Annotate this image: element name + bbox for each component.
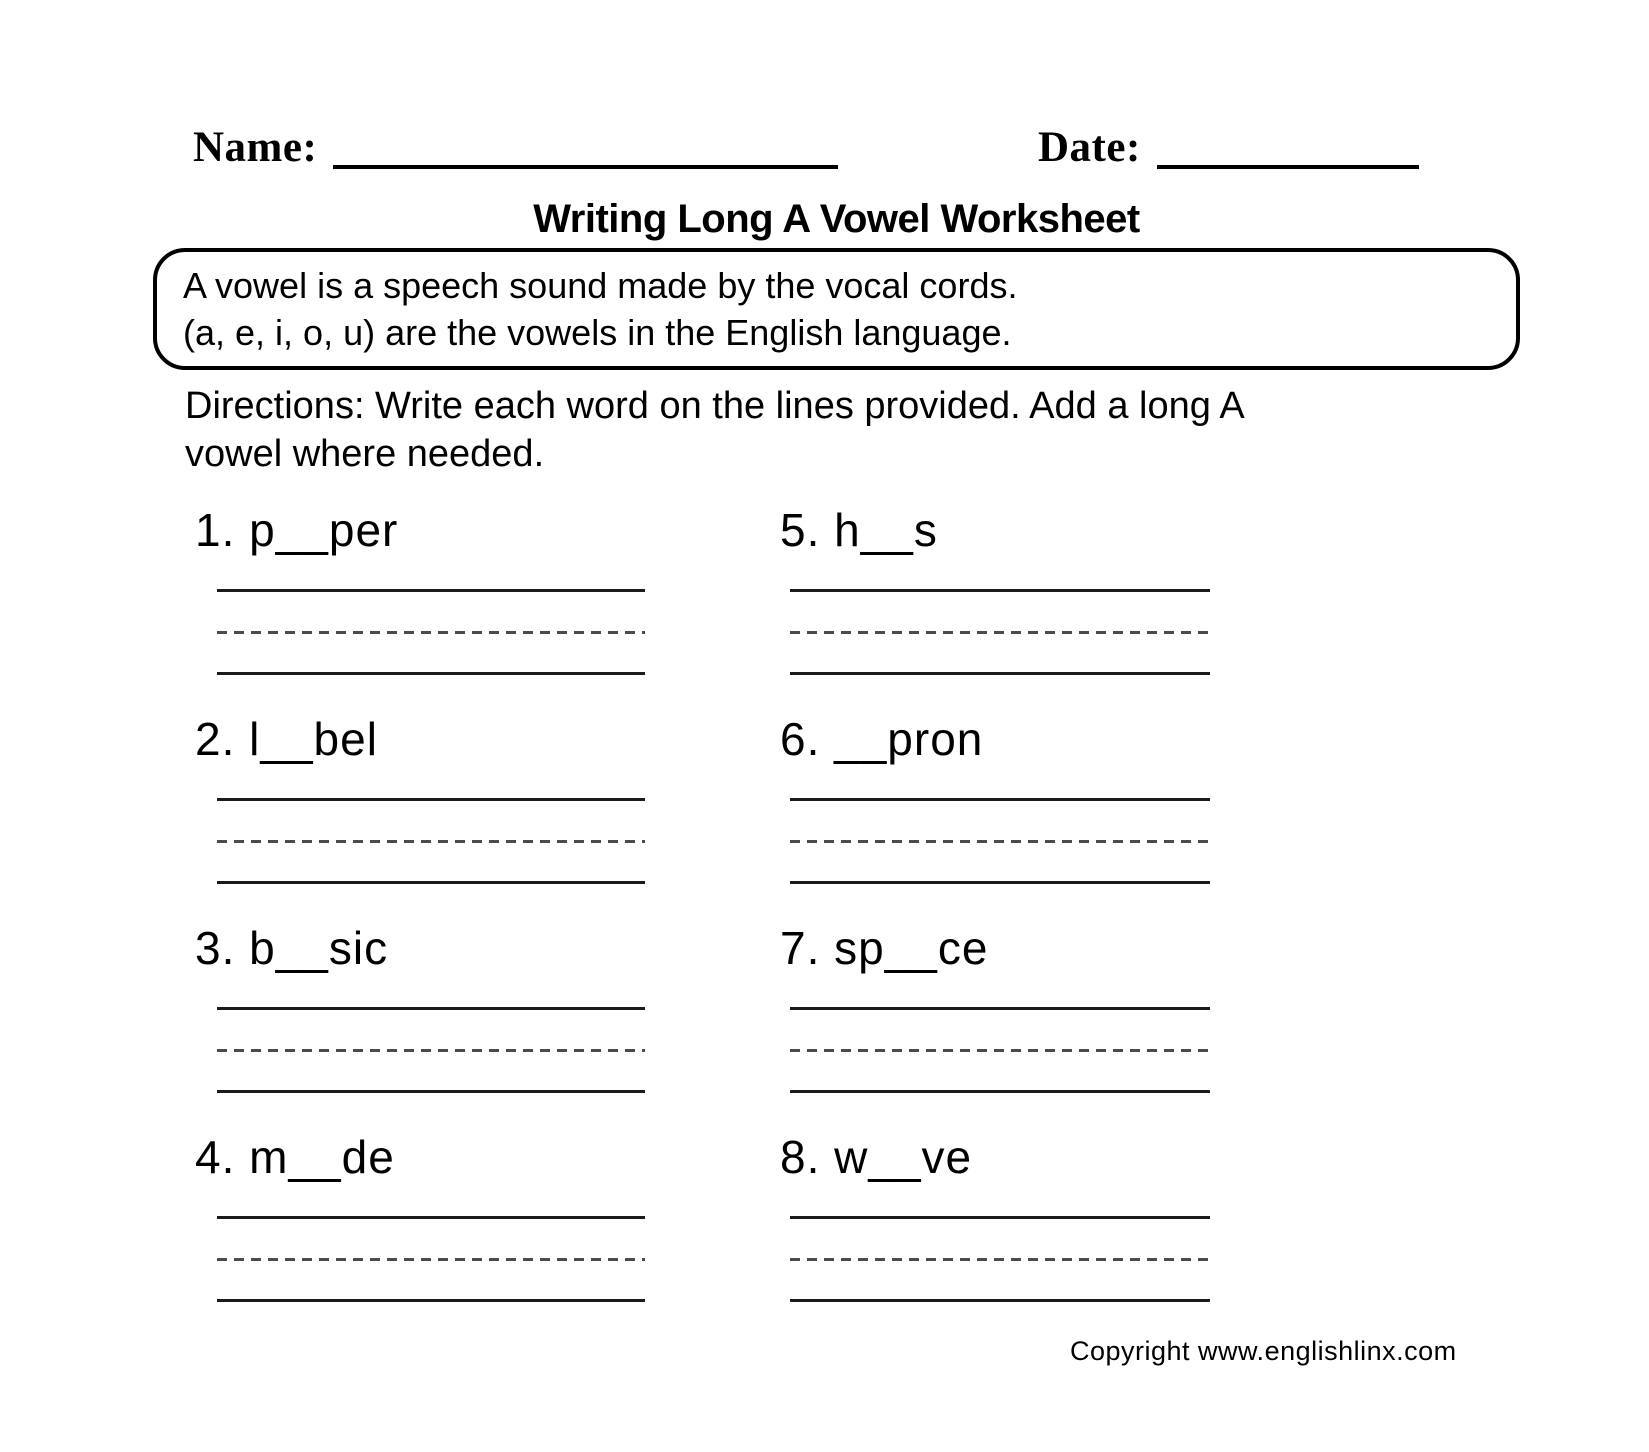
name-field-row <box>193 124 838 172</box>
item-word: 7. sp__ce <box>780 922 989 974</box>
writing-line-solid <box>790 1299 1210 1302</box>
date-label: Date: <box>1038 124 1141 171</box>
item-word: 2. l__bel <box>195 713 378 765</box>
item-word: 3. b__sic <box>195 922 389 974</box>
worksheet-item-6 <box>770 712 1250 912</box>
directions-text <box>185 382 1465 478</box>
writing-line-solid <box>217 1299 645 1302</box>
writing-line-solid <box>790 672 1210 675</box>
writing-line-solid <box>790 798 1210 801</box>
item-word: 1. p__per <box>195 504 399 556</box>
directions-line-2: vowel where needed. <box>185 433 545 475</box>
copyright-text: Copyright www.englishlinx.com <box>1070 1336 1457 1366</box>
definition-line-2: (a, e, i, o, u) are the vowels in the English language. <box>183 312 1012 353</box>
worksheet-item-5 <box>770 503 1250 703</box>
writing-line-solid <box>217 1007 645 1010</box>
worksheet-item-1 <box>185 503 665 703</box>
writing-line-solid <box>217 1216 645 1219</box>
page-title: Writing Long A Vowel Worksheet <box>533 197 1140 241</box>
worksheet-item-8 <box>770 1130 1250 1330</box>
writing-line-solid <box>217 1090 645 1093</box>
worksheet-item-4 <box>185 1130 665 1330</box>
writing-line-solid <box>217 798 645 801</box>
writing-line-dashed <box>790 840 1210 843</box>
writing-line-dashed <box>217 840 645 843</box>
date-blank-line <box>1157 165 1419 169</box>
writing-line-dashed <box>790 631 1210 634</box>
vowel-definition-box <box>153 248 1520 370</box>
writing-line-dashed <box>790 1258 1210 1261</box>
writing-line-dashed <box>217 1049 645 1052</box>
writing-line-solid <box>790 589 1210 592</box>
writing-line-dashed <box>217 631 645 634</box>
item-word: 8. w__ve <box>780 1131 973 1183</box>
worksheet-item-3 <box>185 921 665 1121</box>
item-word: 6. __pron <box>780 713 984 765</box>
worksheet-item-2 <box>185 712 665 912</box>
worksheet-item-7 <box>770 921 1250 1121</box>
definition-line-1: A vowel is a speech sound made by the vocal cords. <box>183 265 1018 306</box>
date-field-row <box>1038 124 1419 172</box>
writing-line-solid <box>790 1216 1210 1219</box>
writing-line-solid <box>790 881 1210 884</box>
writing-line-solid <box>790 1090 1210 1093</box>
name-blank-line <box>333 165 838 169</box>
writing-line-solid <box>217 672 645 675</box>
writing-line-solid <box>790 1007 1210 1010</box>
writing-line-solid <box>217 881 645 884</box>
name-label: Name: <box>193 124 318 171</box>
writing-line-dashed <box>217 1258 645 1261</box>
item-word: 5. h__s <box>780 504 938 556</box>
writing-line-dashed <box>790 1049 1210 1052</box>
directions-line-1: Directions: Write each word on the lines provided. Add a long A <box>185 385 1245 427</box>
writing-line-solid <box>217 589 645 592</box>
item-word: 4. m__de <box>195 1131 395 1183</box>
